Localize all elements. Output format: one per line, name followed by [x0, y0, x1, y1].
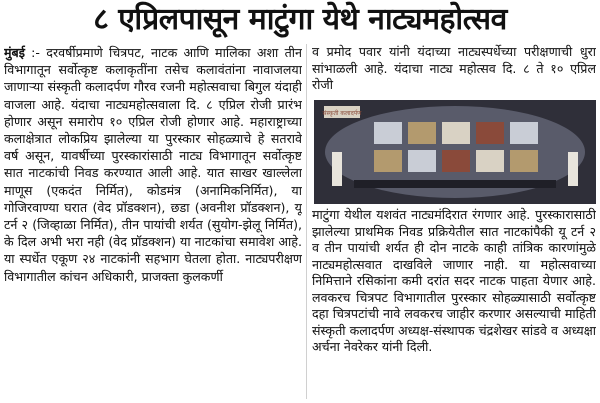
- dateline: मुंबई: [4, 45, 25, 60]
- article-right-column-bottom: माटुंगा येथील यशवंत नाट्यमंदिरात रंगणार आहे. पुरस्कारासाठी झालेल्या प्राथमिक निवड प्रक्रियेतील सात नाटकांपैकी यू टर्न २ व तीन पायांची शर्यत ही दोन नाटके काही तांत्रिक कारणांमुळे नाट्यमहोत्सवात दाखविले जाणार नाही. या महोत्सवाच्या निमित्ताने रसिकांना कमी दरांत सदर नाटक पाहता येणार आहे. लवकरच चित्रपट विभागातील पुरस्कार सोहळ्यासाठी सर्वोत्कृष्ट दहा चित्रपटांची नावे लवकरच जाहीर करणार असल्याची माहिती संस्कृती कलादर्पण अध्यक्ष-संस्थापक चंद्रशेखर सांडवे व अध्यक्षा अर्चना नेवरेकर यांनी दिली.: [312, 207, 596, 354]
- article-body-left: :- दरवर्षीप्रमाणे चित्रपट, नाटक आणि मालिका अशा तीन विभागातून सर्वोत्कृष्ट कलाकृतींना तसेच कलावंतांना नावाजलया जाणाऱ्या संस्कृती कलादर्पण गौरव रजनी महोत्सवाचा बिगुल यंदाही वाजला आहे. यंदाचा नाट्यमहोत्सवाला दि. ८ एप्रिल रोजी प्रारंभ होणार असून समारोप १० एप्रिल रोजी होणार आहे. महाराष्ट्राच्या कलाक्षेत्रात लोकप्रिय झालेल्या या पुरस्कार सोहळ्याचे हे सतरावे वर्ष असून, यावर्षीच्या पुरस्कारांसाठी नाट्य विभागातून सर्वोत्कृष्ट सात नाटकांची निवड करण्यात आली आहे. यात साखर खाल्लेला माणूस (एकदंत निर्मित), कोडमंत्र (अनामिकनिर्मित), या गोजिरवाण्या घरात (वेद प्रॉडक्शन), छडा (अवनीश प्रॉडक्शन), यू टर्न २ (जिव्हाळा निर्मित), तीन पायांची शर्यत (सुयोग-झेलू निर्मित), के दिल अभी भरा नही (वेद प्रॉडक्शन) या नाटकांचा समावेश आहे. या स्पर्धेत एकूण २४ नाटकांनी सहभाग घेतला होता. नाट्यपरीक्षण विभागातील कांचन अधिकारी, प्राजक्ता कुलकर्णी: [4, 45, 302, 284]
- headline: ८ एप्रिलपासून माटुंगा येथे नाट्यमहोत्सव: [93, 2, 507, 37]
- article-right-column-top: व प्रमोद पवार यांनी यंदाच्या नाट्यस्पर्धेच्या परीक्षणाची धुरा सांभाळली आहे. यंदाचा नाट्य महोत्सव दि. ८ ते १० एप्रिल रोजी: [312, 44, 596, 92]
- column-divider: [306, 44, 307, 399]
- stage-graphic: [314, 100, 596, 204]
- article-left-column: [4, 44, 302, 399]
- banner-title: संस्कृती कलादर्पण: [322, 110, 362, 117]
- event-photo: [314, 100, 596, 204]
- article-paragraph: [4, 44, 302, 285]
